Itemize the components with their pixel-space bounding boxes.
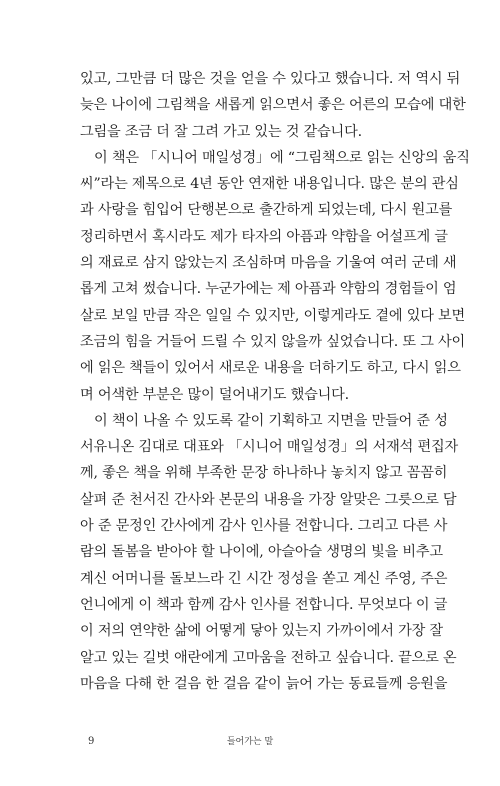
text-line: 의 재료로 삼지 않았는지 조심하며 마음을 기울여 여러 군데 새 bbox=[80, 255, 457, 272]
text-line: 에 읽은 책들이 있어서 새로운 내용을 더하기도 하고, 다시 읽으 bbox=[80, 360, 461, 377]
body-text bbox=[80, 66, 470, 697]
text-line: 살펴 준 천서진 간사와 본문의 내용을 가장 알맞은 그릇으로 담 bbox=[80, 491, 457, 508]
text-line: 께, 좋은 책을 위해 부족한 문장 하나하나 놓치지 않고 꼼꼼히 bbox=[80, 465, 448, 482]
text-line: 알고 있는 길벗 애란에게 고마움을 전하고 싶습니다. 끝으로 온 bbox=[80, 649, 457, 666]
text-line: 며 어색한 부분은 많이 덜어내기도 했습니다. bbox=[80, 386, 349, 403]
text-line: 그림을 조금 더 잘 그려 가고 있는 것 같습니다. bbox=[80, 123, 362, 140]
text-line: 있고, 그만큼 더 많은 것을 얻을 수 있다고 했습니다. 저 역시 뒤 bbox=[80, 71, 461, 87]
text-line: 언니에게 이 책과 함께 감사 인사를 전합니다. 무엇보다 이 글 bbox=[80, 596, 448, 613]
text-line: 롭게 고쳐 썼습니다. 누군가에는 제 아픔과 약함의 경험들이 엄 bbox=[80, 281, 457, 298]
running-title: 들어가는 말 bbox=[226, 737, 274, 747]
page-footer bbox=[0, 734, 500, 750]
page-number: 9 bbox=[88, 736, 95, 747]
text-line: 과 사랑을 힘입어 단행본으로 출간하게 되었는데, 다시 원고를 bbox=[80, 202, 453, 219]
text-line: 서유니온 김대로 대표와 「시니어 매일성경」의 서재석 편집자 bbox=[80, 439, 458, 456]
text-line: 정리하면서 혹시라도 제가 타자의 아픔과 약함을 어설프게 글 bbox=[80, 228, 448, 245]
text-line: 조금의 힘을 거들어 드릴 수 있지 않을까 싶었습니다. 또 그 사이 bbox=[80, 333, 466, 350]
text-line: 살로 보일 만큼 작은 일일 수 있지만, 이렇게라도 곁에 있다 보면 bbox=[80, 307, 466, 324]
text-line: 계신 어머니를 돌보느라 긴 시간 정성을 쏟고 계신 주영, 주은 bbox=[80, 570, 448, 587]
text-line: 이 책은 「시니어 매일성경」에 “그림책으로 읽는 신앙의 움직 bbox=[94, 149, 470, 166]
text-line: 람의 돌봄을 받아야 할 나이에, 아슬아슬 생명의 빛을 비추고 bbox=[80, 544, 443, 561]
text-line: 마음을 다해 한 걸음 한 걸음 같이 늙어 가는 동료들께 응원을 bbox=[80, 675, 448, 692]
text-line: 이 저의 연약한 삶에 어떻게 닿아 있는지 가까이에서 가장 잘 bbox=[80, 623, 443, 640]
text-line: 씨”라는 제목으로 4년 동안 연재한 내용입니다. 많은 분의 관심 bbox=[80, 176, 459, 193]
text-line: 이 책이 나올 수 있도록 같이 기획하고 지면을 만들어 준 성 bbox=[94, 412, 448, 429]
text-line: 늦은 나이에 그림책을 새롭게 읽으면서 좋은 어른의 모습에 대한 bbox=[80, 97, 466, 114]
text-line: 아 준 문정인 간사에게 감사 인사를 전합니다. 그리고 다른 사 bbox=[80, 518, 448, 535]
